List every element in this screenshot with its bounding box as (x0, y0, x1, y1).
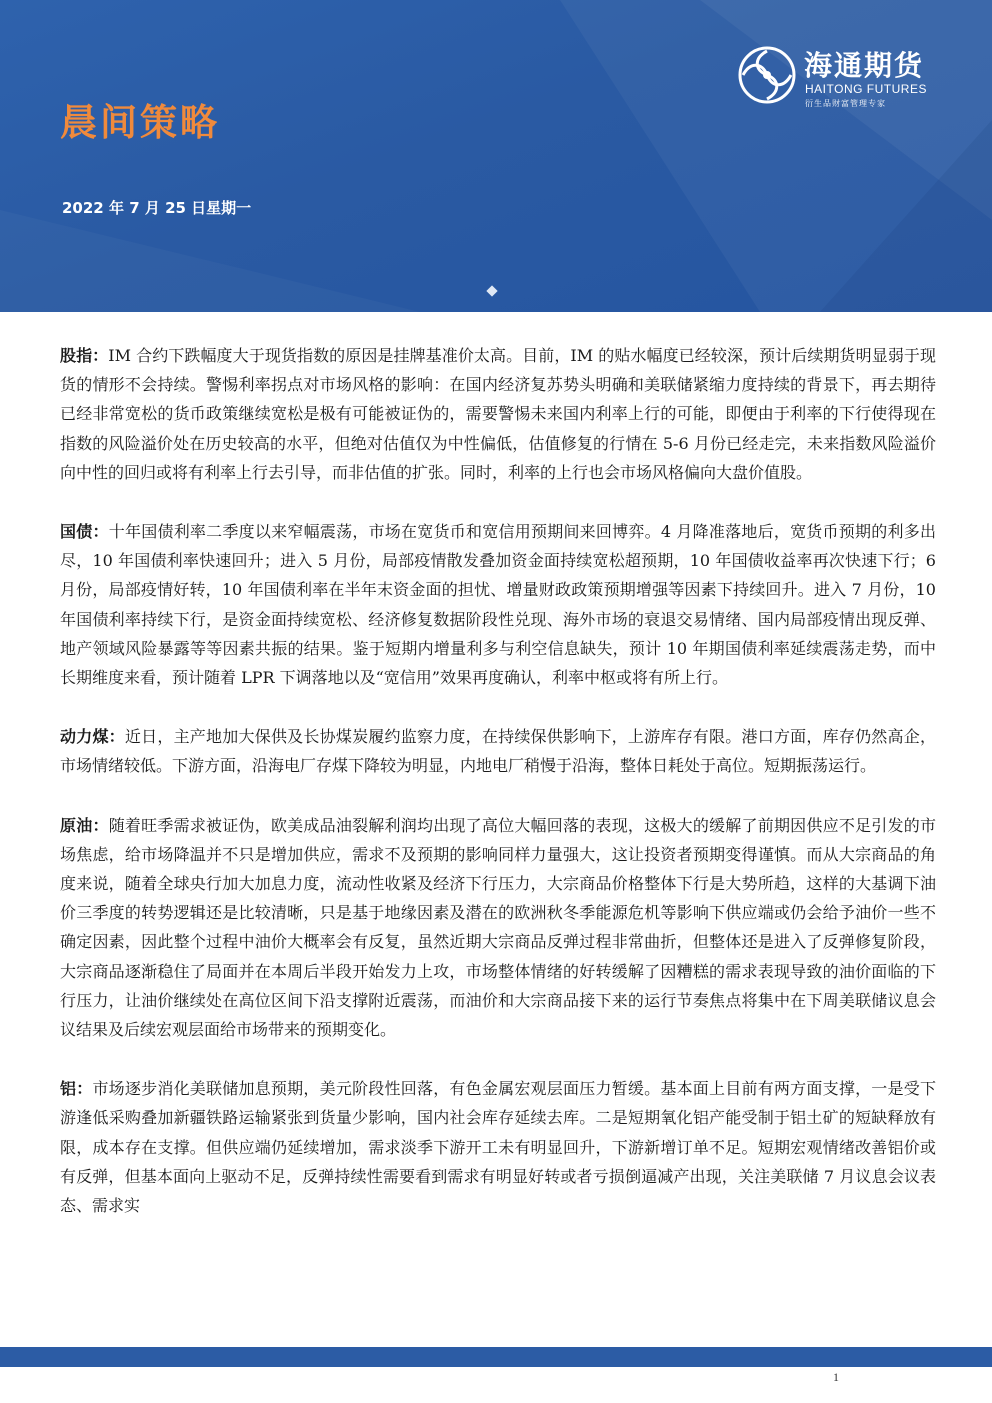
section-text: 随着旺季需求被证伪，欧美成品油裂解利润均出现了高位大幅回落的表现，这极大的缓解了前期因供应不足引发的市场焦虑，给市场降温并不只是增加供应，需求不及预期的影响同样力量强大，这让投资者预期变得谨慎。而从大宗商品的角度来说，随着全球央行加大加息力度，流动性收紧及经济下行压力，大宗商品价格整体下行是大势所趋，这样的大基调下油价三季度的转势逻辑还是比较清晰，只是基于地缘因素及潜在的欧洲秋冬季能源危机等影响下供应端或仍会给予油价一些不确定因素，因此整个过程中油价大概率会有反复，虽然近期大宗商品反弹过程非常曲折，但整体还是进入了反弹修复阶段，大宗商品逐渐稳住了局面并在本周后半段开始发力上攻，市场整体情绪的好转缓解了因糟糕的需求表现导致的油价面临的下行压力，让油价继续处在高位区间下沿支撑附近震荡，而油价和大宗商品接下来的运行节奏焦点将集中在下周美联储议息会议结果及后续宏观层面给市场带来的预期变化。 (60, 815, 936, 1040)
section-label: 动力煤： (60, 727, 125, 747)
logo-chinese-name: 海通期货 (804, 49, 925, 82)
section-text: 近日，主产地加大保供及长协煤炭履约监察力度，在持续保供影响下，上游库存有限。港口方面，库存仍然高企，市场情绪较低。下游方面，沿海电厂存煤下降较为明显，内地电厂稍慢于沿海，整体日耗处于高位。短期振荡运行。 (60, 727, 936, 776)
section-text: 市场逐步消化美联储加息预期，美元阶段性回落，有色金属宏观层面压力暂缓。基本面上目前有两方面支撑，一是受下游逢低采购叠加新疆铁路运输紧张到货量少影响，国内社会库存延续去库。二是短期氧化铝产能受制于铝土矿的短缺释放有限，成本存在支撑。但供应端仍延续增加，需求淡季下游开工未有明显回升，下游新增订单不足。短期宏观情绪改善铝价或有反弹，但基本面向上驱动不足，反弹持续性需要看到需求有明显好转或者亏损倒逼减产出现，关注美联储 7 月议息会议表态、需求实 (60, 1079, 936, 1216)
section-aluminum (60, 1074, 936, 1220)
section-crude-oil (60, 811, 936, 1045)
company-logo (738, 42, 948, 112)
page-number: 1 (833, 1370, 839, 1384)
section-thermal-coal (60, 722, 936, 780)
report-date: 2022 年 7 月 25 日星期一 (62, 199, 252, 217)
section-text: IM 合约下跌幅度大于现货指数的原因是挂牌基准价太高。目前，IM 的贴水幅度已经较深，预计后续期货明显弱于现货的情形不会持续。警惕利率拐点对市场风格的影响：在国内经济复苏势头明确和美联储紧缩力度持续的背景下，再去期待已经非常宽松的货币政策继续宽松是极有可能被证伪的，需要警惕未来国内利率上行的可能，即便由于利率的下行使得现在指数的风险溢价处在历史较高的水平，但绝对估值仅为中性偏低，估值修复的行情在 5-6 月份已经走完，未来指数风险溢价向中性的回归或将有利率上行去引导，而非估值的扩张。同时，利率的上行也会市场风格偏向大盘价值股。 (60, 346, 936, 482)
section-text: 十年国债利率二季度以来窄幅震荡，市场在宽货币和宽信用预期间来回博弈。4 月降准落地后，宽货币预期的利多出尽，10 年国债利率快速回升；进入 5 月份，局部疫情散发叠加资金面持续宽松超预期，10 年国债收益率再次快速下行；6 月份，局部疫情好转，10 年国债利率在半年末资金面的担忧、增量财政政策预期增强等因素下持续回升。进入 7 月份，10 年国债利率持续下行，是资金面持续宽松、经济修复数据阶段性兑现、海外市场的衰退交易情绪、国内局部疫情出现反弹、地产领域风险暴露等等因素共振的结果。鉴于短期内增量利多与利空信息缺失，预计 10 年期国债利率延续震荡走势，而中长期维度来看，预计随着 LPR 下调落地以及“宽信用”效果再度确认，利率中枢或将有所上行。 (60, 522, 936, 688)
section-treasury-bonds (60, 517, 936, 692)
logo-slogan: 衍生品财富管理专家 (805, 99, 886, 108)
section-label: 国债： (60, 522, 109, 542)
section-stock-index (60, 341, 936, 487)
logo-english-name: HAITONG FUTURES (805, 82, 927, 96)
section-label: 股指： (60, 346, 109, 365)
footer-bar (0, 1347, 992, 1367)
haitong-logo-icon (738, 46, 796, 104)
report-body (60, 341, 936, 1250)
section-label: 原油： (60, 815, 109, 835)
section-label: 铝： (60, 1079, 93, 1099)
header-banner (0, 0, 992, 312)
report-title: 晨间策略 (60, 101, 220, 144)
